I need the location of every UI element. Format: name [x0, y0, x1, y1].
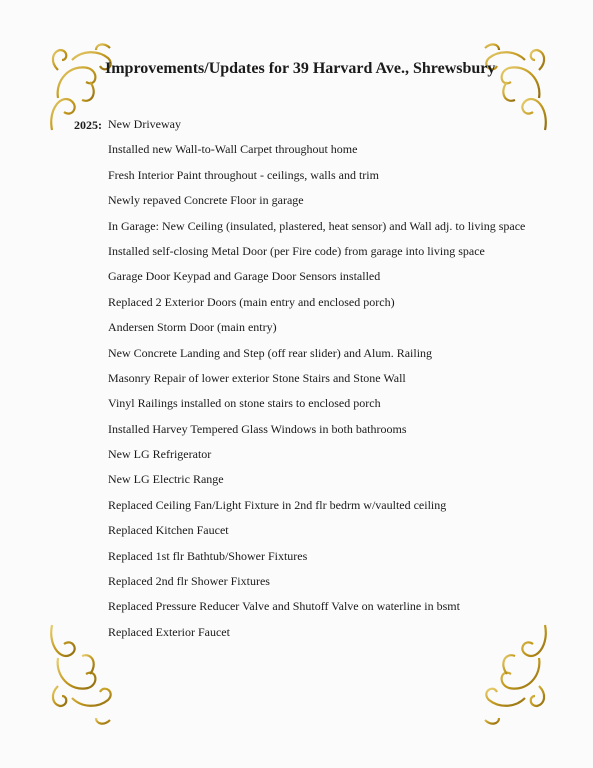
list-item: Garage Door Keypad and Garage Door Sensors installed [108, 269, 381, 284]
list-item: New LG Refrigerator [108, 447, 212, 462]
list-item: Vinyl Railings installed on stone stairs to enclosed porch [108, 396, 381, 411]
list-item: In Garage: New Ceiling (insulated, plastered, heat sensor) and Wall adj. to living space [108, 218, 526, 233]
year-label: 2025: [74, 118, 102, 132]
list-item: Installed self-closing Metal Door (per Fire code) from garage into living space [108, 243, 485, 258]
list-item: Installed new Wall-to-Wall Carpet throughout home [108, 142, 358, 157]
improvements-list [108, 116, 525, 649]
list-item: Replaced Pressure Reducer Valve and Shutoff Valve on waterline in bsmt [108, 599, 460, 614]
list-item: New Driveway [108, 117, 181, 131]
list-item: Newly repaved Concrete Floor in garage [108, 193, 304, 208]
list-item: Replaced Ceiling Fan/Light Fixture in 2nd flr bedrm w/vaulted ceiling [108, 497, 447, 512]
corner-flourish-bottom-left [51, 625, 110, 724]
document-title: Improvements/Updates for 39 Harvard Ave., Shrewsbury [105, 60, 496, 77]
list-item: Andersen Storm Door (main entry) [108, 320, 277, 335]
list-item: Masonry Repair of lower exterior Stone Stairs and Stone Wall [108, 370, 406, 385]
list-item: New LG Electric Range [108, 472, 224, 487]
list-item: Replaced Kitchen Faucet [108, 523, 229, 538]
list-item: Replaced 1st flr Bathtub/Shower Fixtures [108, 548, 308, 563]
list-item: Replaced Exterior Faucet [108, 624, 230, 639]
list-item: Replaced 2 Exterior Doors (main entry and enclosed porch) [108, 294, 395, 309]
list-item: New Concrete Landing and Step (off rear slider) and Alum. Railing [108, 345, 433, 360]
list-item: Replaced 2nd flr Shower Fixtures [108, 574, 270, 589]
list-item: Fresh Interior Paint throughout - ceilings, walls and trim [108, 167, 379, 182]
list-item: Installed Harvey Tempered Glass Windows in both bathrooms [108, 421, 407, 436]
